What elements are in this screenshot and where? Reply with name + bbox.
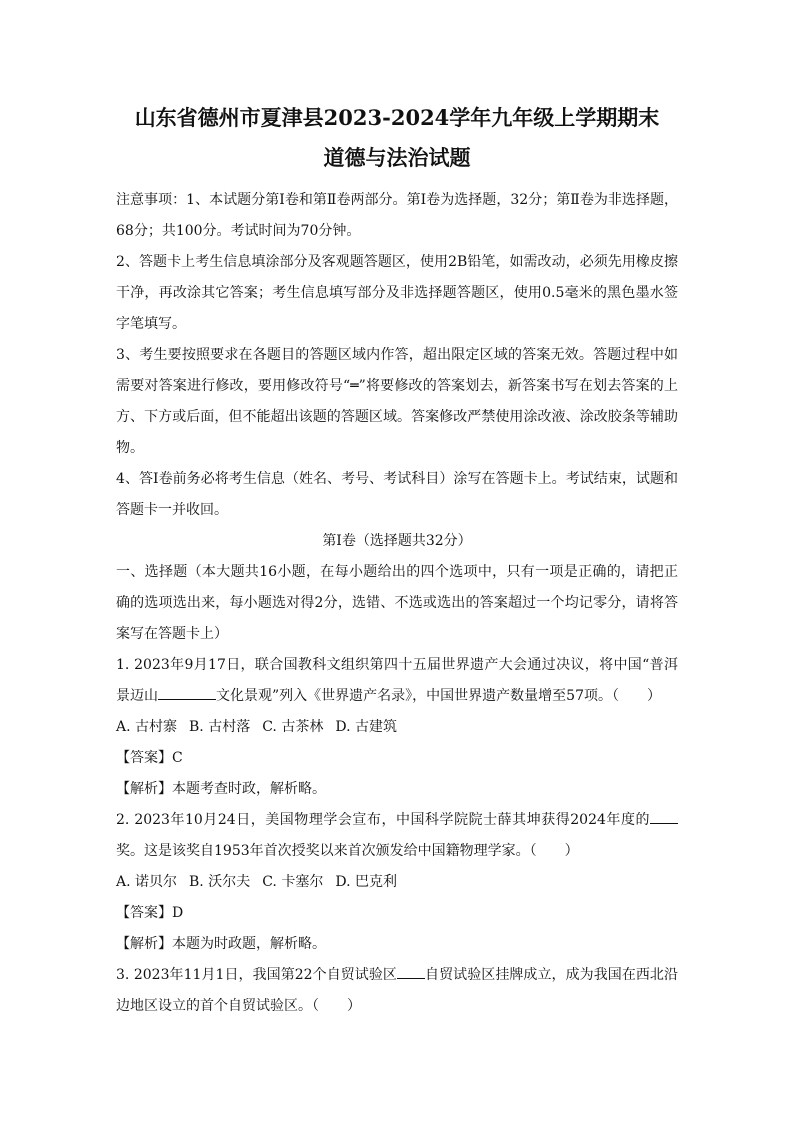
notice-4: 4、答Ⅰ卷前务必将考生信息（姓名、考号、考试科目）涂写在答题卡上。考试结束，试题和答题卡一并收回。 (116, 471, 678, 518)
question-2-analysis: 【解析】本题为时政题，解析略。 (116, 936, 326, 952)
question-3-stem-after: 自贸试验区挂牌成立，成为我国在西北沿边地区设立的首个自贸试验区。（ ） (116, 967, 678, 1014)
question-1-option-a: A. 古村寨 (116, 719, 178, 735)
section-heading: 第Ⅰ卷（选择题共32分） (322, 533, 472, 549)
question-2-option-d: D. 巴克利 (335, 874, 397, 890)
question-1-stem (116, 650, 678, 712)
question-1-answer: 【答案】C (116, 750, 183, 766)
question-1-blank (158, 685, 216, 700)
question-1-option-c: C. 古茶林 (262, 719, 324, 735)
part-instructions: 一、选择题（本大题共16小题，在每小题给出的四个选项中，只有一项是正确的，请把正确的选项选出来，每小题选对得2分，选错、不选或选出的答案超过一个均记零分，请将答案写在答题卡上） (116, 564, 678, 642)
question-1-analysis: 【解析】本题考查时政，解析略。 (116, 781, 326, 797)
question-1-option-b: B. 古村落 (189, 719, 251, 735)
notice-3: 3、考生要按照要求在各题目的答题区域内作答，超出限定区域的答案无效。答题过程中如需要对答案进行修改，要用修改符号“═”将要修改的答案划去，新答案书写在划去答案的上方、下方或后面，但不能超出该题的答题区域。答案修改严禁使用涂改液、涂改胶条等辅助物。 (116, 347, 678, 456)
question-2-option-b: B. 沃尔夫 (189, 874, 251, 890)
question-2-stem (116, 805, 678, 867)
exam-title: 山东省德州市夏津县2023-2024学年九年级上学期期末 (134, 105, 660, 130)
question-1-stem-before: 1. 2023年9月17日，联合国教科文组织第四十五届世界遗产大会通过决议，将中国“普洱景迈山 (116, 657, 678, 704)
notice-2: 2、答题卡上考生信息填涂部分及客观题答题区，使用2B铅笔，如需改动，必须先用橡皮擦干净，再改涂其它答案；考生信息填写部分及非选择题答题区，使用0.5毫米的黑色墨水签字笔填写。 (116, 254, 678, 332)
question-2-option-a: A. 诺贝尔 (116, 874, 178, 890)
question-2-option-c: C. 卡塞尔 (262, 874, 324, 890)
question-1-options (116, 712, 678, 743)
question-2-answer: 【答案】D (116, 905, 184, 921)
notice-1: 注意事项：1、本试题分第Ⅰ卷和第Ⅱ卷两部分。第Ⅰ卷为选择题，32分；第Ⅱ卷为非选择题，68分；共100分。考试时间为70分钟。 (116, 192, 678, 239)
question-3-stem-before: 3. 2023年11月1日，我国第22个自贸试验区 (116, 967, 397, 983)
question-2-blank (650, 809, 678, 824)
question-2-stem-before: 2. 2023年10月24日，美国物理学会宣布，中国科学院院士薛其坤获得2024年度的 (116, 812, 650, 828)
question-3-stem (116, 960, 678, 1022)
question-2-options (116, 867, 678, 898)
question-1-stem-after: 文化景观”列入《世界遗产名录》，中国世界遗产数量增至57项。（ ） (216, 688, 661, 704)
question-3-blank (397, 964, 425, 979)
question-2-stem-after: 奖。这是该奖自1953年首次授奖以来首次颁发给中国籍物理学家。（ ） (116, 843, 579, 859)
exam-subtitle: 道德与法治试题 (323, 145, 471, 170)
question-1-option-d: D. 古建筑 (335, 719, 397, 735)
